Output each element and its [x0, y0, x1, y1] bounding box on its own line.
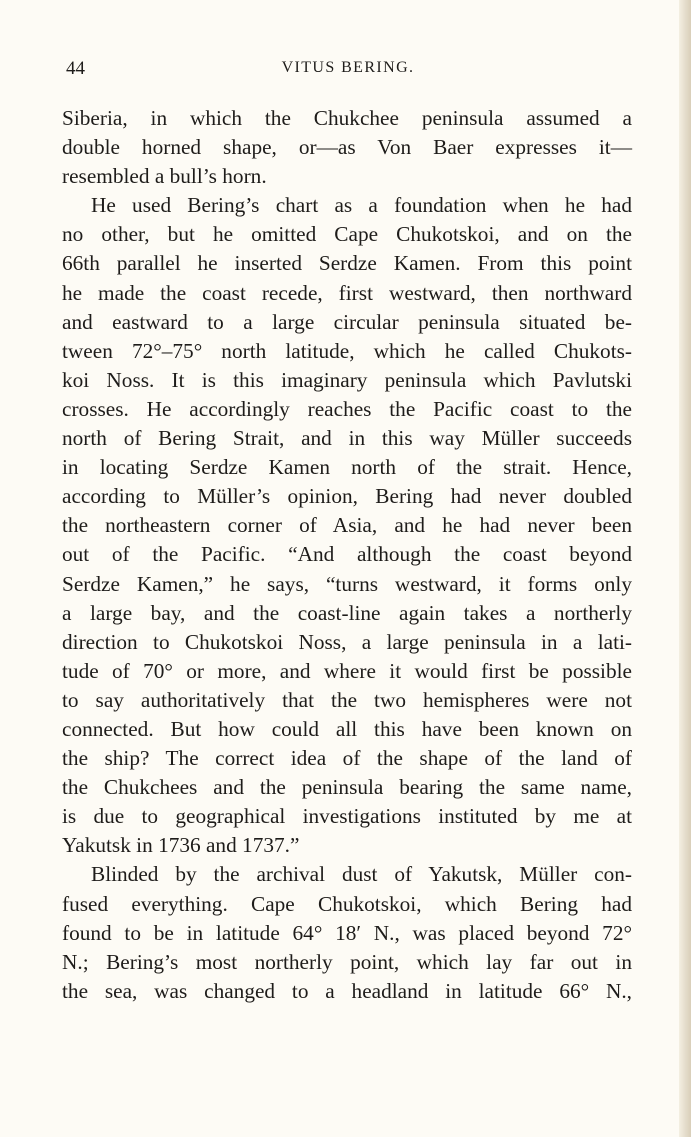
text-line: direction to Chukotskoi Noss, a large peninsula in a lati- — [62, 629, 632, 654]
text-line: He used Bering’s chart as a foundation when he had — [91, 193, 632, 218]
text-line: the ship? The correct idea of the shape of the land of — [62, 746, 632, 771]
text-line: and eastward to a large circular peninsula situated be- — [62, 309, 632, 334]
text-line: in locating Serdze Kamen north of the strait. Hence, — [62, 455, 632, 480]
text-line: is due to geographical investigations instituted by me at — [62, 804, 632, 829]
text-line: double horned shape, or—as Von Baer expresses it— — [62, 135, 632, 160]
text-line: found to be in latitude 64° 18′ N., was placed beyond 72° — [62, 920, 632, 945]
text-line: to say authoritatively that the two hemispheres were not — [62, 687, 632, 712]
text-line: a large bay, and the coast-line again takes a northerly — [62, 600, 632, 625]
text-line: tween 72°–75° north latitude, which he called Chukots- — [62, 338, 632, 363]
text-line: crosses. He accordingly reaches the Pacific coast to the — [62, 396, 632, 421]
text-line: north of Bering Strait, and in this way Müller succeeds — [62, 426, 632, 451]
page-number: 44 — [66, 58, 85, 79]
running-head: VITUS BERING. — [281, 59, 415, 76]
text-line: he made the coast recede, first westward, then northward — [62, 280, 632, 305]
text-line: according to Müller’s opinion, Bering had never doubled — [62, 484, 632, 509]
text-line: fused everything. Cape Chukotskoi, which Bering had — [62, 891, 632, 916]
text-line: tude of 70° or more, and where it would first be possible — [62, 658, 632, 683]
text-line: Yakutsk in 1736 and 1737.” — [62, 833, 300, 858]
text-line: koi Noss. It is this imaginary peninsula which Pavlutski — [62, 367, 632, 392]
text-line: connected. But how could all this have been known on — [62, 716, 632, 741]
text-line: the Chukchees and the peninsula bearing the same name, — [62, 775, 632, 800]
text-line: Blinded by the archival dust of Yakutsk, Müller con- — [91, 862, 632, 887]
text-line: Serdze Kamen,” he says, “turns westward, it forms only — [62, 571, 632, 596]
text-line: no other, but he omitted Cape Chukotskoi, and on the — [62, 222, 632, 247]
text-line: 66th parallel he inserted Serdze Kamen. From this point — [62, 251, 632, 276]
text-line: the sea, was changed to a headland in latitude 66° N., — [62, 978, 632, 1003]
body-text — [62, 104, 632, 1006]
text-line: resembled a bull’s horn. — [62, 164, 267, 189]
page-edge-shadow — [679, 0, 691, 1137]
text-line: the northeastern corner of Asia, and he had never been — [62, 513, 632, 538]
text-line: out of the Pacific. “And although the coast beyond — [62, 542, 632, 567]
text-line: Siberia, in which the Chukchee peninsula assumed a — [62, 106, 632, 130]
page-header — [66, 58, 630, 84]
text-line: N.; Bering’s most northerly point, which lay far out in — [62, 949, 632, 974]
